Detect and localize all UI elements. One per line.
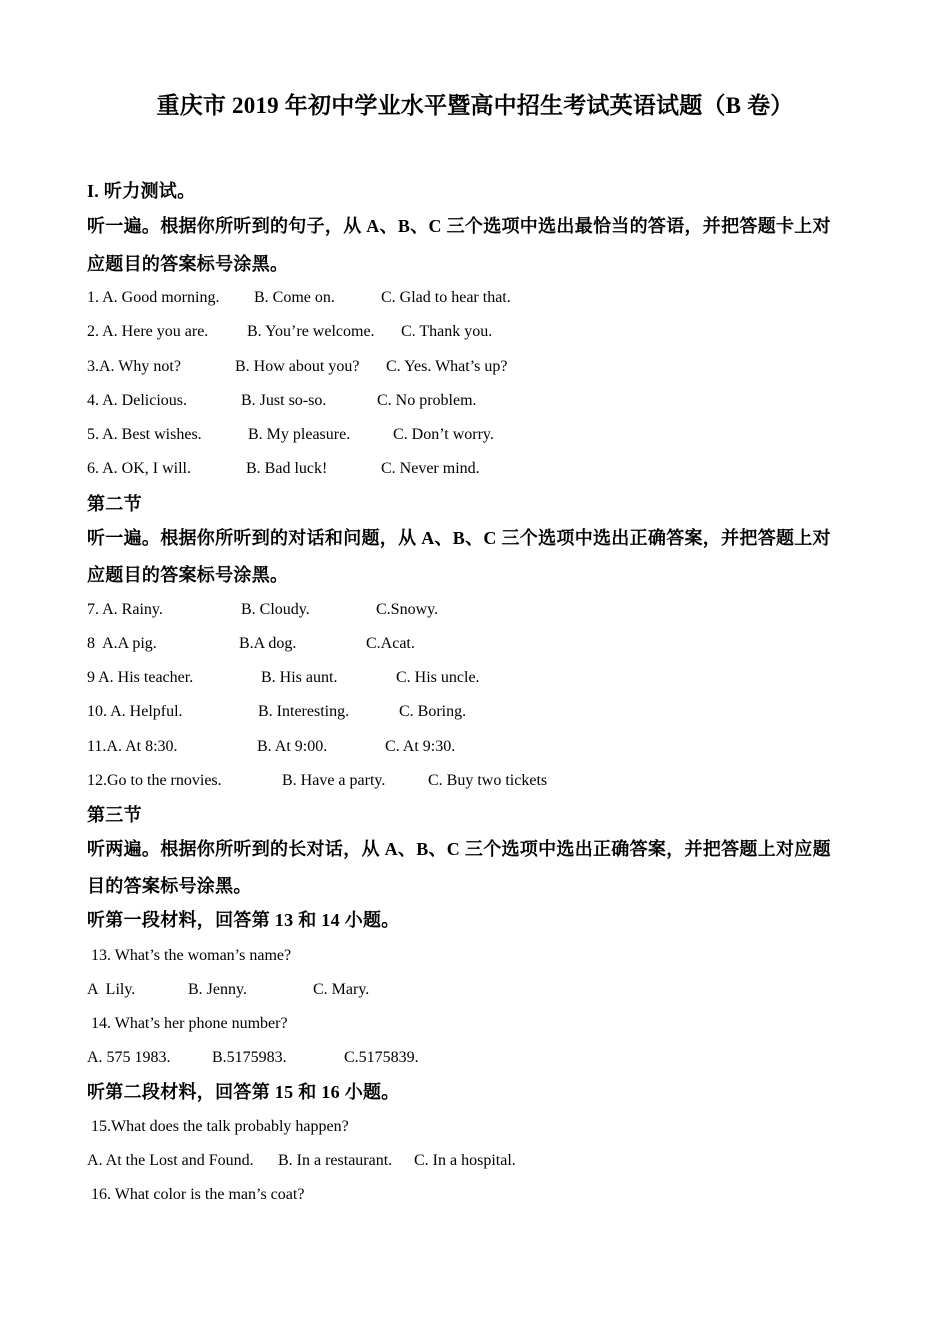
option-a: 2. A. Here you are. <box>87 323 209 340</box>
option-a: 8 A.A pig. <box>87 635 157 652</box>
option-c: C. Yes. What’s up? <box>386 358 508 375</box>
section-3-instruction: 听两遍。根据你所听到的长对话，从 A、B、C 三个选项中选出正确答案，并把答题上对应题 <box>87 839 831 859</box>
option-a: A. 575 1983. <box>87 1049 171 1066</box>
option-b: B. My pleasure. <box>248 426 351 443</box>
option-a: 7. A. Rainy. <box>87 601 163 618</box>
option-c: C.Acat. <box>366 635 415 652</box>
option-c: C.5175839. <box>344 1049 419 1066</box>
section-1-instruction-cont: 应题目的答案标号涂黑。 <box>87 254 289 274</box>
option-c: C. Thank you. <box>401 323 493 340</box>
option-c: C.Snowy. <box>376 601 439 618</box>
option-b: B.5175983. <box>212 1049 287 1066</box>
option-a: 5. A. Best wishes. <box>87 426 202 443</box>
part-1-heading: 听第一段材料，回答第 13 和 14 小题。 <box>87 910 400 930</box>
option-c: C. In a hospital. <box>414 1152 516 1169</box>
option-b: B. Jenny. <box>188 981 247 998</box>
section-2-heading: 第二节 <box>87 494 142 514</box>
section-2-instruction-cont: 应题目的答案标号涂黑。 <box>87 565 289 585</box>
option-a: A. At the Lost and Found. <box>87 1152 254 1169</box>
option-b: B. You’re welcome. <box>247 323 375 340</box>
question-15: 15.What does the talk probably happen? <box>91 1118 349 1135</box>
option-a: 10. A. Helpful. <box>87 703 183 720</box>
option-b: B. Come on. <box>254 289 335 306</box>
option-b: B. Interesting. <box>258 703 350 720</box>
section-3-heading: 第三节 <box>87 805 142 825</box>
option-c: C. His uncle. <box>396 669 480 686</box>
page-title: 重庆市 2019 年初中学业水平暨高中招生考试英语试题（B 卷） <box>156 93 794 118</box>
option-b: B. At 9:00. <box>257 738 328 755</box>
option-c: C. Mary. <box>313 981 370 998</box>
option-b: B. How about you? <box>235 358 360 375</box>
option-b: B. Cloudy. <box>241 601 310 618</box>
part-2-heading: 听第二段材料，回答第 15 和 16 小题。 <box>87 1082 400 1102</box>
option-a: 6. A. OK, I will. <box>87 460 191 477</box>
option-c: C. Glad to hear that. <box>381 289 511 306</box>
question-16: 16. What color is the man’s coat? <box>91 1186 305 1203</box>
option-a: 11.A. At 8:30. <box>87 738 178 755</box>
option-a: 9 A. His teacher. <box>87 669 194 686</box>
option-c: C. Buy two tickets <box>428 772 548 789</box>
option-c: C. Never mind. <box>381 460 480 477</box>
option-a: A Lily. <box>87 981 136 998</box>
option-c: C. No problem. <box>377 392 477 409</box>
option-b: B. Just so-so. <box>241 392 327 409</box>
option-a: 12.Go to the rnovies. <box>87 772 222 789</box>
option-b: B. His aunt. <box>261 669 338 686</box>
option-b: B. In a restaurant. <box>278 1152 393 1169</box>
option-c: C. At 9:30. <box>385 738 456 755</box>
section-2-instruction: 听一遍。根据你所听到的对话和问题，从 A、B、C 三个选项中选出正确答案，并把答题上对 <box>87 528 831 548</box>
option-c: C. Boring. <box>399 703 467 720</box>
option-a: 3.A. Why not? <box>87 358 181 375</box>
option-b: B.A dog. <box>239 635 297 652</box>
option-a: 4. A. Delicious. <box>87 392 187 409</box>
section-1-heading: I. 听力测试。 <box>87 181 196 201</box>
option-a: 1. A. Good morning. <box>87 289 220 306</box>
question-14: 14. What’s her phone number? <box>91 1015 288 1032</box>
option-c: C. Don’t worry. <box>393 426 494 443</box>
section-3-instruction-cont: 目的答案标号涂黑。 <box>87 876 252 896</box>
section-1-instruction: 听一遍。根据你所听到的句子，从 A、B、C 三个选项中选出最恰当的答语，并把答题卡上对 <box>87 216 831 236</box>
question-13: 13. What’s the woman’s name? <box>91 947 292 964</box>
option-b: B. Bad luck! <box>246 460 328 477</box>
option-b: B. Have a party. <box>282 772 386 789</box>
